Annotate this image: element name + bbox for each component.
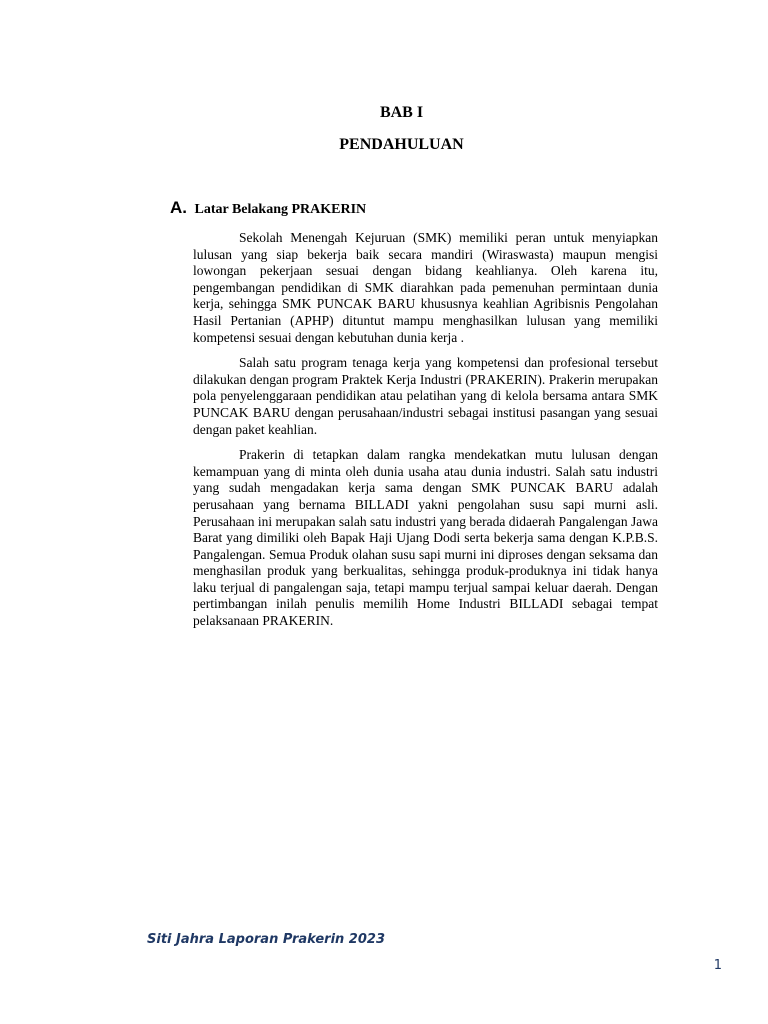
section-heading bbox=[170, 198, 366, 218]
chapter-number: BAB I bbox=[379, 104, 424, 121]
section-body bbox=[193, 230, 658, 639]
page-number: 1 bbox=[713, 958, 722, 973]
section-title: Latar Belakang PRAKERIN bbox=[194, 202, 367, 217]
paragraph-1: Sekolah Menengah Kejuruan (SMK) memiliki peran untuk menyiapkan lulusan yang siap bekerja baik secara mandiri (Wiraswasta) maupun mengisi lowongan pekerjaan sesuai dengan bidang keahlianya. Oleh karena itu, pengembangan pendidikan di SMK diarahkan pada pemenuhan permintaan dunia kerja, sehingga SMK PUNCAK BARU khususnya keahlian Agribisnis Pengolahan Hasil Pertanian (APHP) dituntut mampu menghasilkan lulusan yang memiliki kompetensi sesuai dengan kebutuhan dunia kerja . bbox=[193, 230, 658, 345]
paragraph-3: Prakerin di tetapkan dalam rangka mendekatkan mutu lulusan dengan kemampuan yang di minta oleh dunia usaha atau dunia industri. Salah satu industri yang sudah mengadakan kerja sama dengan SMK PUNCAK BARU adalah perusahaan yang bernama BILLADI yakni pengolahan susu sapi murni asli. Perusahaan ini merupakan salah satu industri yang berada didaerah Pangalengan Jawa Barat yang dimiliki oleh Bapak Haji Ujang Dodi serta bekerja sama dengan K.P.B.S. Pangalengan. Semua Produk olahan susu sapi murni ini diproses dengan seksama dan menghasilan produk yang berkualitas, sehingga produk-produknya ini tidak hanya laku terjual di pangalengan saja, tetapi mampu terjual sampai keluar daerah. Dengan pertimbangan inilah penulis memilih Home Industri BILLADI sebagai tempat pelaksanaan PRAKERIN. bbox=[193, 447, 658, 629]
chapter-title: PENDAHULUAN bbox=[339, 136, 464, 153]
footer-title: Siti Jahra Laporan Prakerin 2023 bbox=[147, 932, 385, 947]
paragraph-2: Salah satu program tenaga kerja yang kompetensi dan profesional tersebut dilakukan dengan program Praktek Kerja Industri (PRAKERIN). Prakerin merupakan pola penyelenggaraan pendidikan atau pelatihan yang di kelola bersama antara SMK PUNCAK BARU dengan perusahaan/industri sebagai institusi pasangan yang sesuai dengan paket keahlian. bbox=[193, 355, 658, 437]
section-letter: A. bbox=[170, 198, 187, 217]
